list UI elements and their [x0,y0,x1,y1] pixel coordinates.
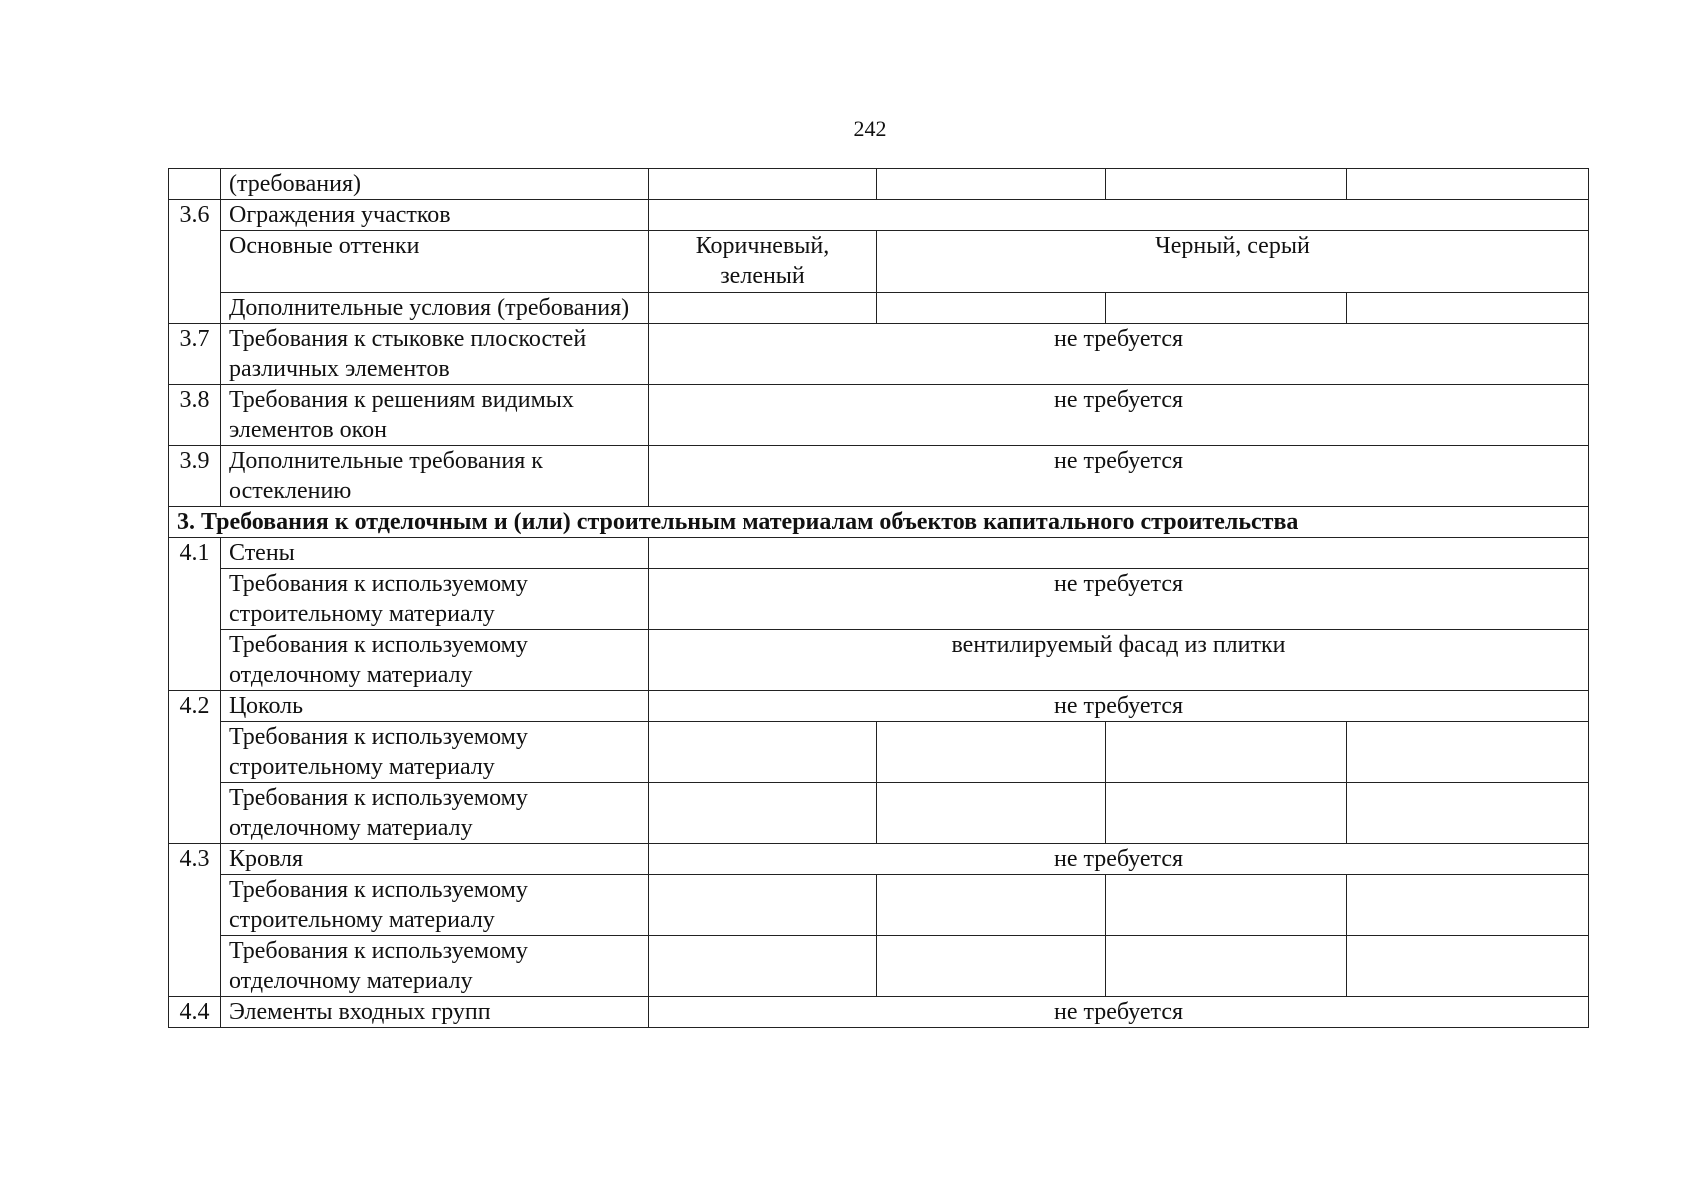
row-label: Требования к используемому отделочному материалу [221,936,649,997]
table-row [169,722,1589,783]
empty-cell [1106,722,1347,783]
empty-cell [877,293,1106,324]
row-label: Кровля [221,844,649,875]
value-cell: Коричневый, зеленый [649,231,877,293]
table-row [169,569,1589,630]
empty-cell [649,783,877,844]
row-label: Требования к используемому отделочному материалу [221,783,649,844]
empty-cell [1347,783,1589,844]
empty-cell [1106,293,1347,324]
table-row [169,875,1589,936]
row-number: 4.2 [169,691,221,844]
empty-cell [1347,875,1589,936]
row-label: Требования к используемому отделочному материалу [221,630,649,691]
row-label: Требования к используемому строительному материалу [221,569,649,630]
row-number: 3.7 [169,324,221,385]
row-number: 4.4 [169,997,221,1028]
table-row [169,936,1589,997]
empty-cell [1347,169,1589,200]
value-cell: Черный, серый [877,231,1589,293]
value-cell: не требуется [649,997,1589,1028]
empty-cell [1347,936,1589,997]
row-label: Стены [221,538,649,569]
empty-cell [877,722,1106,783]
section-title: 3. Требования к отделочным и (или) строительным материалам объектов капитального строительства [169,507,1589,538]
row-number: 4.3 [169,844,221,997]
row-label: Дополнительные условия (требования) [221,293,649,324]
section-row [169,507,1589,538]
row-label: Требования к решениям видимых элементов окон [221,385,649,446]
empty-cell [649,722,877,783]
empty-cell [877,936,1106,997]
table-row [169,200,1589,231]
row-label: Дополнительные требования к остеклению [221,446,649,507]
table-row [169,385,1589,446]
row-label: Требования к стыковке плоскостей различных элементов [221,324,649,385]
value-cell: не требуется [649,691,1589,722]
value-cell: не требуется [649,385,1589,446]
value-cell: не требуется [649,844,1589,875]
value-cell: не требуется [649,446,1589,507]
empty-cell [649,169,877,200]
empty-cell [649,875,877,936]
value-cell: не требуется [649,569,1589,630]
row-label: Элементы входных групп [221,997,649,1028]
empty-cell [1106,169,1347,200]
empty-cell [877,783,1106,844]
table-row [169,997,1589,1028]
row-label: Основные оттенки [221,231,649,293]
row-label: Требования к используемому строительному материалу [221,722,649,783]
empty-cell [877,875,1106,936]
requirements-table [168,168,1589,1028]
table-row [169,691,1589,722]
value-cell: вентилируемый фасад из плитки [649,630,1589,691]
empty-cell [1347,293,1589,324]
table-row [169,231,1589,293]
table-row [169,844,1589,875]
table-row [169,538,1589,569]
empty-cell [1106,783,1347,844]
row-label: Требования к используемому строительному материалу [221,875,649,936]
table-row [169,169,1589,200]
row-number: 3.6 [169,200,221,324]
empty-cell [1106,875,1347,936]
empty-cell [649,200,1589,231]
empty-cell [649,293,877,324]
table-row [169,446,1589,507]
value-cell: не требуется [649,324,1589,385]
table-row [169,324,1589,385]
table-row [169,783,1589,844]
row-number: 4.1 [169,538,221,691]
empty-cell [1347,722,1589,783]
empty-cell [649,538,1589,569]
empty-cell [1106,936,1347,997]
row-label: Цоколь [221,691,649,722]
row-number: 3.8 [169,385,221,446]
table-row [169,630,1589,691]
empty-cell [877,169,1106,200]
row-number: 3.9 [169,446,221,507]
empty-cell [649,936,877,997]
table-row [169,293,1589,324]
row-label: Ограждения участков [221,200,649,231]
row-number-cell [169,169,221,200]
row-label: (требования) [221,169,649,200]
page-number: 242 [853,116,887,141]
